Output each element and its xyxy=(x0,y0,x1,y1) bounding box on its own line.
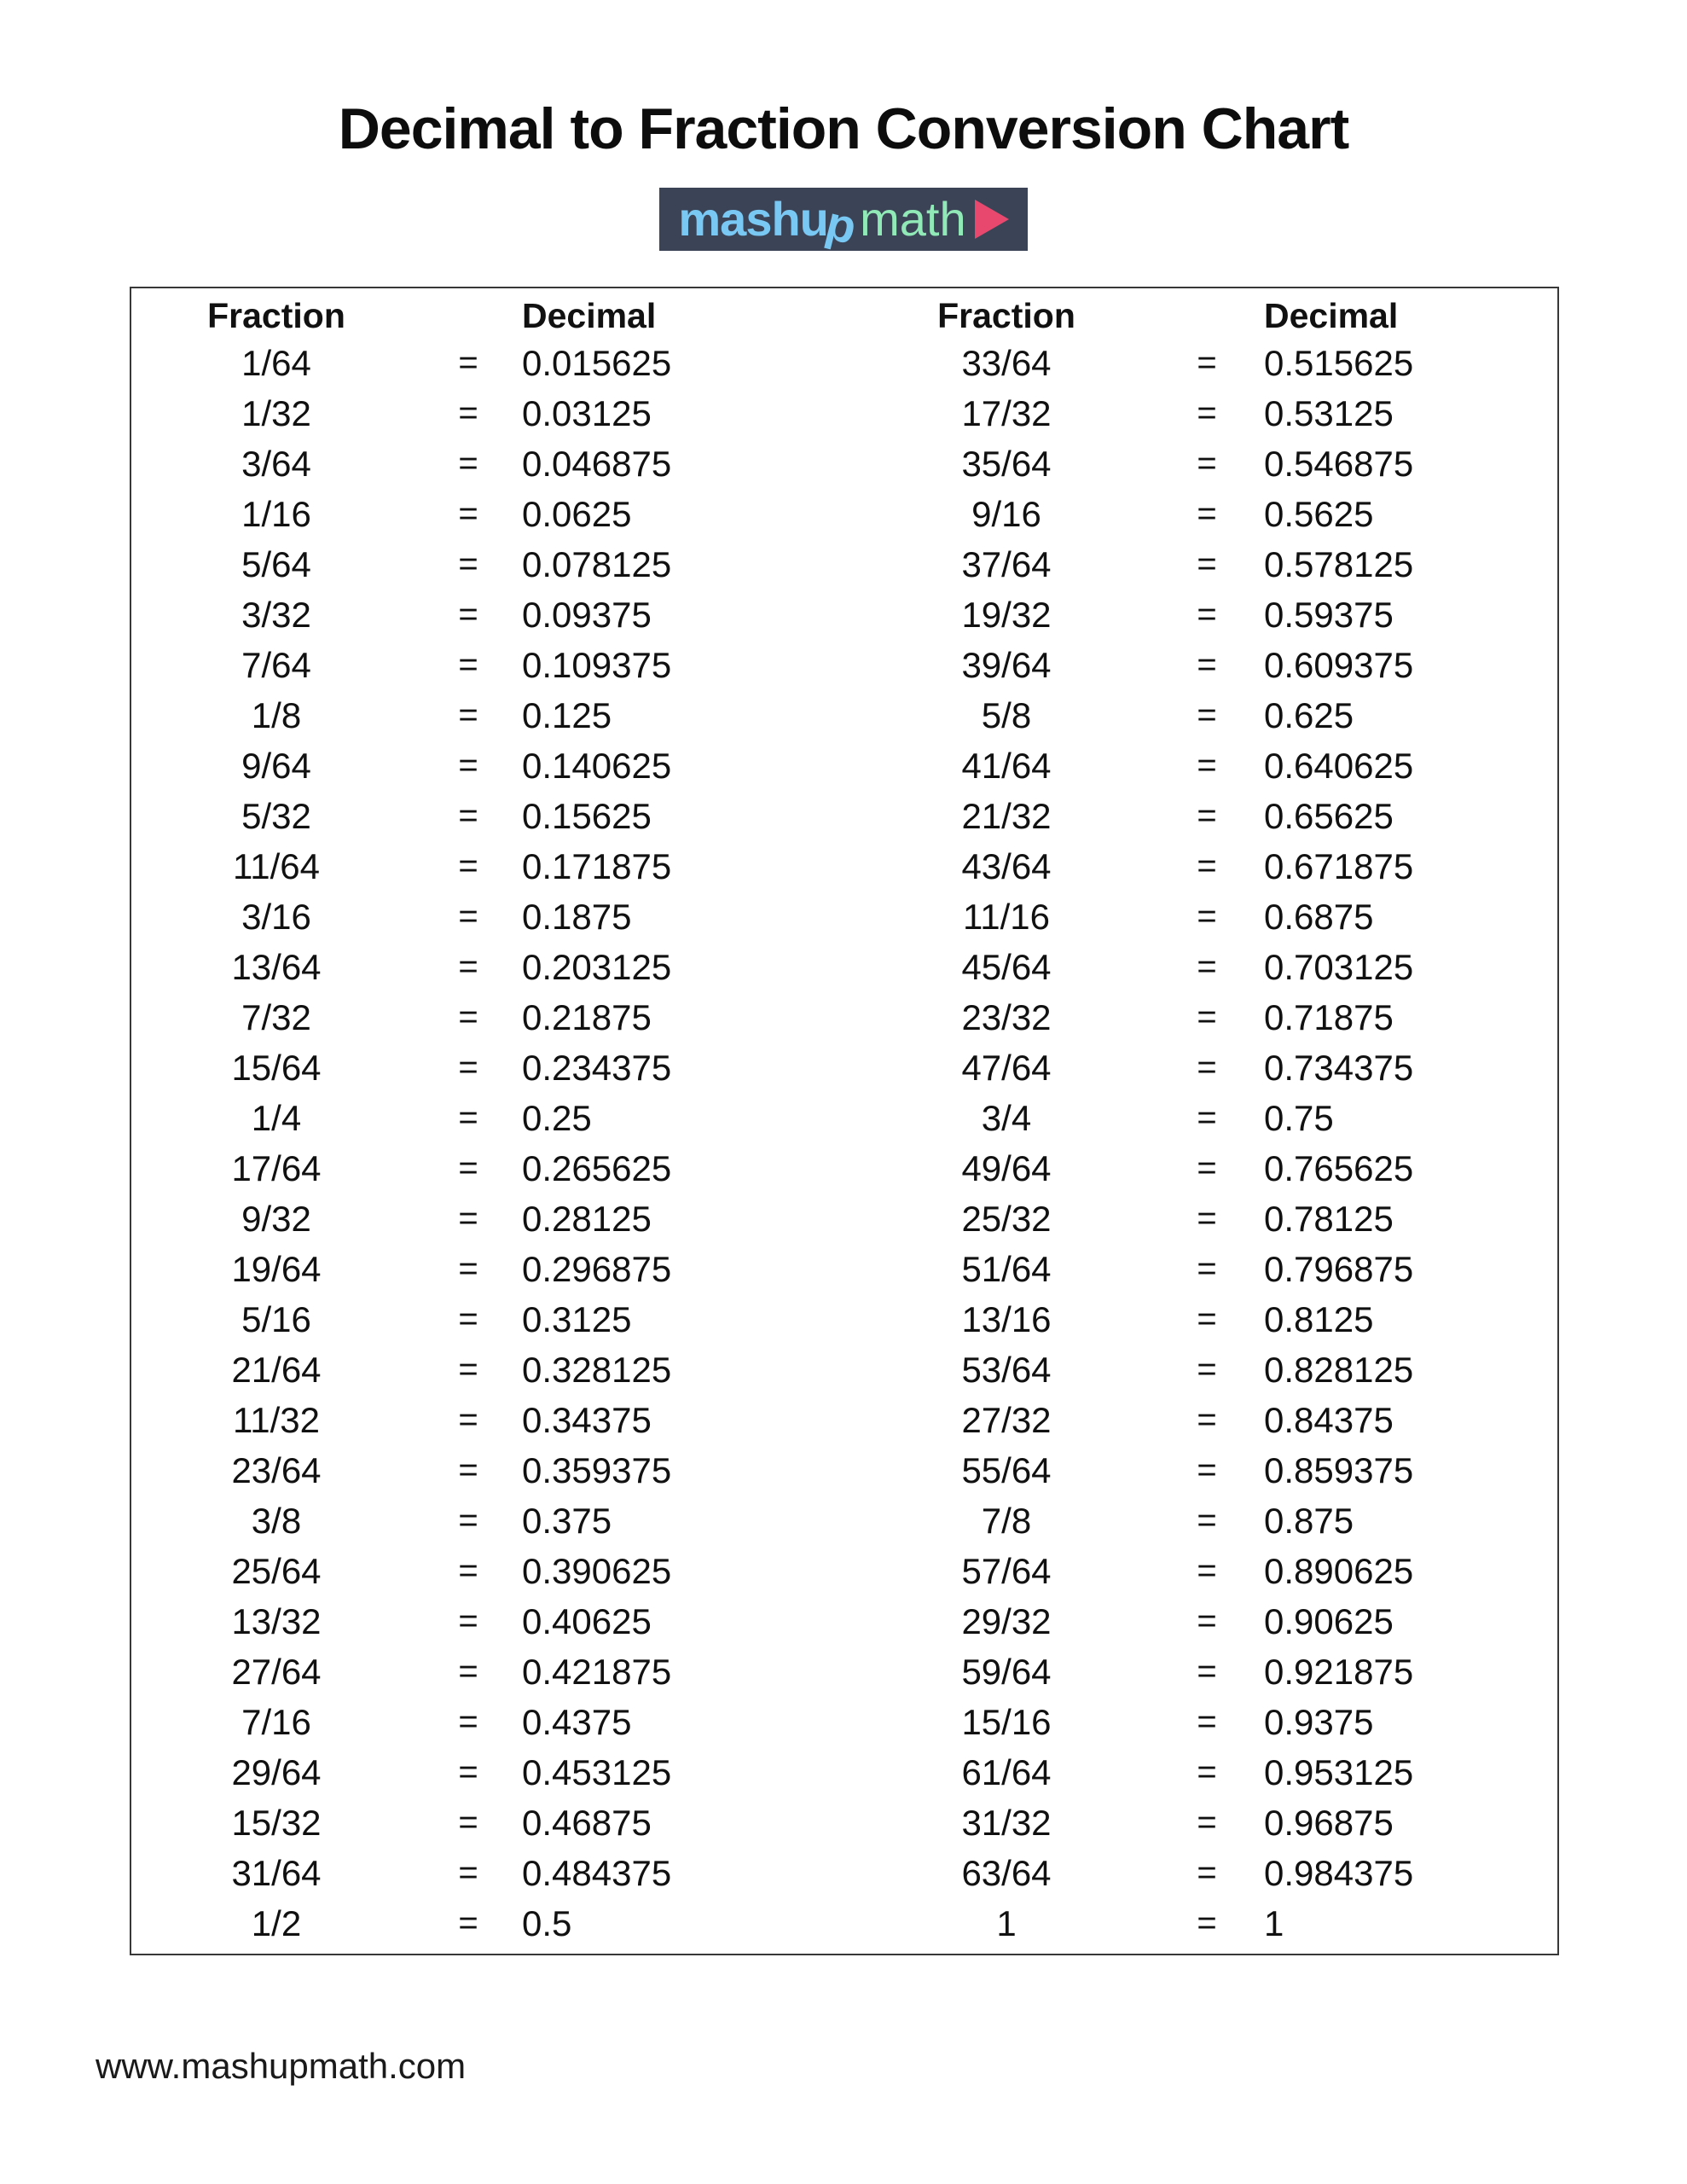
equals-sign: = xyxy=(458,344,478,381)
fraction-value: 11/32 xyxy=(233,1399,320,1440)
table-row xyxy=(131,1697,844,1747)
decimal-value: 0.53125 xyxy=(1264,392,1394,433)
equals-sign: = xyxy=(458,1401,478,1438)
table-row xyxy=(131,439,844,489)
equals-sign: = xyxy=(1197,545,1217,583)
table-row xyxy=(131,338,844,388)
play-icon xyxy=(975,200,1009,239)
fraction-value: 23/32 xyxy=(961,996,1052,1037)
decimal-value: 0.03125 xyxy=(522,392,652,433)
table-row xyxy=(844,841,1557,892)
decimal-value: 0.78125 xyxy=(1264,1198,1394,1239)
decimal-column-header: Decimal xyxy=(522,295,657,335)
decimal-value: 0.796875 xyxy=(1264,1248,1414,1289)
decimal-value: 0.75 xyxy=(1264,1097,1334,1138)
fraction-value: 5/64 xyxy=(241,543,311,584)
fraction-value: 53/64 xyxy=(961,1349,1052,1390)
equals-sign: = xyxy=(1197,344,1217,381)
fraction-value: 1 xyxy=(996,1902,1017,1943)
equals-sign: = xyxy=(1197,394,1217,432)
equals-sign: = xyxy=(458,394,478,432)
table-row xyxy=(131,942,844,992)
equals-sign: = xyxy=(1197,1250,1217,1287)
decimal-value: 0.359375 xyxy=(522,1449,672,1490)
table-row xyxy=(844,1747,1557,1798)
decimal-value: 0.46875 xyxy=(522,1802,652,1843)
decimal-value: 0.703125 xyxy=(1264,946,1414,987)
decimal-column-header: Decimal xyxy=(1264,295,1399,335)
decimal-value: 0.578125 xyxy=(1264,543,1414,584)
table-row xyxy=(844,1596,1557,1647)
table-row xyxy=(844,1194,1557,1244)
equals-sign: = xyxy=(458,1199,478,1237)
table-row xyxy=(131,1395,844,1445)
fraction-value: 3/8 xyxy=(251,1500,302,1541)
decimal-value: 0.125 xyxy=(522,694,612,735)
equals-sign: = xyxy=(1197,897,1217,935)
decimal-value: 0.1875 xyxy=(522,896,632,937)
table-row xyxy=(131,1848,844,1898)
fraction-value: 43/64 xyxy=(961,845,1052,886)
fraction-value: 1/4 xyxy=(251,1097,302,1138)
fraction-value: 13/16 xyxy=(961,1298,1052,1339)
fraction-value: 3/64 xyxy=(241,443,311,484)
decimal-value: 0.6875 xyxy=(1264,896,1374,937)
fraction-value: 39/64 xyxy=(961,644,1052,685)
fraction-value: 23/64 xyxy=(231,1449,322,1490)
decimal-value: 0.8125 xyxy=(1264,1298,1374,1339)
table-row xyxy=(131,1345,844,1395)
equals-sign: = xyxy=(1197,1149,1217,1187)
decimal-value: 0.015625 xyxy=(522,342,672,383)
fraction-value: 55/64 xyxy=(961,1449,1052,1490)
decimal-value: 0.859375 xyxy=(1264,1449,1414,1490)
table-row xyxy=(131,539,844,590)
equals-sign: = xyxy=(458,646,478,683)
equals-sign: = xyxy=(1197,1048,1217,1086)
fraction-value: 13/32 xyxy=(231,1600,322,1641)
decimal-value: 0.109375 xyxy=(522,644,672,685)
table-row xyxy=(131,1244,844,1294)
decimal-value: 0.4375 xyxy=(522,1701,632,1742)
fraction-value: 47/64 xyxy=(961,1047,1052,1088)
fraction-value: 1/64 xyxy=(241,342,311,383)
decimal-value: 0.609375 xyxy=(1264,644,1414,685)
equals-sign: = xyxy=(1197,646,1217,683)
fraction-value: 5/32 xyxy=(241,795,311,836)
decimal-value: 0.921875 xyxy=(1264,1651,1414,1692)
table-left-rows xyxy=(131,338,844,1949)
table-row xyxy=(844,1345,1557,1395)
decimal-value: 0.953125 xyxy=(1264,1751,1414,1792)
table-row xyxy=(131,841,844,892)
equals-sign: = xyxy=(1197,1804,1217,1841)
equals-sign: = xyxy=(458,595,478,633)
table-row xyxy=(844,1445,1557,1496)
table-row xyxy=(131,1093,844,1143)
equals-sign: = xyxy=(1197,948,1217,985)
decimal-value: 0.96875 xyxy=(1264,1802,1394,1843)
equals-sign: = xyxy=(458,1653,478,1690)
logo-text-mashup: mashup xyxy=(678,192,861,254)
table-row xyxy=(131,1294,844,1345)
decimal-value: 0.3125 xyxy=(522,1298,632,1339)
table-row xyxy=(844,1848,1557,1898)
equals-sign: = xyxy=(458,1753,478,1791)
fraction-value: 9/32 xyxy=(241,1198,311,1239)
fraction-value: 9/16 xyxy=(971,493,1041,534)
decimal-value: 0.84375 xyxy=(1264,1399,1394,1440)
fraction-value: 7/64 xyxy=(241,644,311,685)
table-row xyxy=(844,690,1557,741)
logo-container xyxy=(0,188,1687,254)
fraction-value: 13/64 xyxy=(231,946,322,987)
equals-sign: = xyxy=(1197,1854,1217,1891)
decimal-value: 0.28125 xyxy=(522,1198,652,1239)
table-row xyxy=(131,741,844,791)
fraction-value: 15/64 xyxy=(231,1047,322,1088)
table-row xyxy=(844,1496,1557,1546)
fraction-value: 29/64 xyxy=(231,1751,322,1792)
fraction-value: 61/64 xyxy=(961,1751,1052,1792)
equals-sign: = xyxy=(458,545,478,583)
fraction-value: 37/64 xyxy=(961,543,1052,584)
table-row xyxy=(844,1647,1557,1697)
decimal-value: 0.5625 xyxy=(1264,493,1374,534)
fraction-value: 9/64 xyxy=(241,745,311,786)
table-row xyxy=(131,1747,844,1798)
fraction-value: 7/8 xyxy=(981,1500,1032,1541)
decimal-value: 0.765625 xyxy=(1264,1147,1414,1188)
table-row xyxy=(844,388,1557,439)
fraction-value: 5/8 xyxy=(981,694,1032,735)
equals-sign: = xyxy=(1197,1904,1217,1942)
equals-sign: = xyxy=(458,1300,478,1338)
table-row xyxy=(844,942,1557,992)
table-row xyxy=(131,791,844,841)
equals-sign: = xyxy=(1197,1552,1217,1589)
fraction-value: 1/32 xyxy=(241,392,311,433)
fraction-value: 45/64 xyxy=(961,946,1052,987)
equals-sign: = xyxy=(1197,1350,1217,1388)
equals-sign: = xyxy=(458,1602,478,1640)
decimal-value: 0.9375 xyxy=(1264,1701,1374,1742)
table-row xyxy=(131,1647,844,1697)
fraction-value: 1/2 xyxy=(251,1902,302,1943)
decimal-value: 0.625 xyxy=(1264,694,1354,735)
footer-url: www.mashupmath.com xyxy=(96,2046,467,2086)
table-row xyxy=(844,1294,1557,1345)
table-row xyxy=(131,892,844,942)
logo-text-math: math xyxy=(860,192,966,246)
fraction-value: 15/16 xyxy=(961,1701,1052,1742)
fraction-value: 33/64 xyxy=(961,342,1052,383)
fraction-value: 25/64 xyxy=(231,1550,322,1591)
table-row xyxy=(131,1143,844,1194)
fraction-value: 11/16 xyxy=(963,896,1050,937)
table-row xyxy=(131,1445,844,1496)
equals-sign: = xyxy=(458,1804,478,1841)
equals-sign: = xyxy=(1197,797,1217,834)
equals-sign: = xyxy=(1197,1451,1217,1489)
table-row xyxy=(131,590,844,640)
fraction-value: 17/64 xyxy=(231,1147,322,1188)
table-row xyxy=(844,590,1557,640)
fraction-value: 35/64 xyxy=(961,443,1052,484)
decimal-value: 0.09375 xyxy=(522,594,652,635)
decimal-value: 0.71875 xyxy=(1264,996,1394,1037)
equals-sign: = xyxy=(1197,696,1217,734)
equals-sign: = xyxy=(458,1149,478,1187)
equals-sign: = xyxy=(458,797,478,834)
table-row xyxy=(131,1898,844,1949)
equals-sign: = xyxy=(458,1904,478,1942)
equals-sign: = xyxy=(458,948,478,985)
fraction-value: 5/16 xyxy=(241,1298,311,1339)
equals-sign: = xyxy=(1197,847,1217,885)
decimal-value: 0.046875 xyxy=(522,443,672,484)
equals-sign: = xyxy=(1197,998,1217,1036)
fraction-value: 63/64 xyxy=(961,1852,1052,1893)
table-row xyxy=(844,892,1557,942)
equals-sign: = xyxy=(458,746,478,784)
equals-sign: = xyxy=(458,897,478,935)
equals-sign: = xyxy=(458,1552,478,1589)
equals-sign: = xyxy=(458,444,478,482)
table-row xyxy=(131,992,844,1043)
table-row xyxy=(131,1546,844,1596)
equals-sign: = xyxy=(1197,1401,1217,1438)
decimal-value: 0.828125 xyxy=(1264,1349,1414,1390)
decimal-value: 0.078125 xyxy=(522,543,672,584)
equals-sign: = xyxy=(458,495,478,532)
equals-sign: = xyxy=(1197,1199,1217,1237)
table-row xyxy=(131,388,844,439)
fraction-value: 17/32 xyxy=(961,392,1052,433)
equals-sign: = xyxy=(458,1099,478,1136)
decimal-value: 0.21875 xyxy=(522,996,652,1037)
decimal-value: 0.25 xyxy=(522,1097,592,1138)
page-title: Decimal to Fraction Conversion Chart xyxy=(338,96,1349,161)
logo-letter-p: p xyxy=(820,195,861,254)
fraction-value: 3/4 xyxy=(981,1097,1032,1138)
equals-sign: = xyxy=(1197,1099,1217,1136)
fraction-value: 1/8 xyxy=(251,694,302,735)
table-row xyxy=(131,1194,844,1244)
decimal-value: 0.90625 xyxy=(1264,1600,1394,1641)
mashupmath-logo xyxy=(659,188,1027,254)
table-row xyxy=(844,791,1557,841)
fraction-value: 59/64 xyxy=(961,1651,1052,1692)
table-row xyxy=(131,489,844,539)
fraction-value: 1/16 xyxy=(241,493,311,534)
table-row xyxy=(844,741,1557,791)
equals-sign: = xyxy=(458,1350,478,1388)
decimal-value: 0.15625 xyxy=(522,795,652,836)
decimal-value: 0.265625 xyxy=(522,1147,672,1188)
decimal-value: 0.421875 xyxy=(522,1651,672,1692)
fraction-value: 7/32 xyxy=(241,996,311,1037)
table-row xyxy=(131,640,844,690)
equals-sign: = xyxy=(458,1250,478,1287)
equals-sign: = xyxy=(1197,1300,1217,1338)
decimal-value: 0.65625 xyxy=(1264,795,1394,836)
decimal-value: 0.40625 xyxy=(522,1600,652,1641)
table-row xyxy=(131,1496,844,1546)
table-row xyxy=(844,1546,1557,1596)
decimal-value: 0.59375 xyxy=(1264,594,1394,635)
equals-sign: = xyxy=(458,1854,478,1891)
fraction-value: 3/16 xyxy=(241,896,311,937)
decimal-value: 0.734375 xyxy=(1264,1047,1414,1088)
equals-sign: = xyxy=(458,696,478,734)
decimal-value: 0.375 xyxy=(522,1500,612,1541)
table-row xyxy=(844,1697,1557,1747)
fraction-value: 27/32 xyxy=(961,1399,1052,1440)
fraction-value: 31/32 xyxy=(961,1802,1052,1843)
decimal-value: 0.328125 xyxy=(522,1349,672,1390)
fraction-value: 29/32 xyxy=(961,1600,1052,1641)
fraction-column-header: Fraction xyxy=(937,295,1075,335)
table-row xyxy=(131,690,844,741)
equals-sign: = xyxy=(1197,1703,1217,1740)
equals-sign: = xyxy=(458,1703,478,1740)
equals-sign: = xyxy=(458,1048,478,1086)
table-row xyxy=(131,1798,844,1848)
equals-sign: = xyxy=(1197,1753,1217,1791)
decimal-value: 0.484375 xyxy=(522,1852,672,1893)
decimal-value: 0.296875 xyxy=(522,1248,672,1289)
fraction-value: 41/64 xyxy=(961,745,1052,786)
decimal-value: 0.140625 xyxy=(522,745,672,786)
fraction-value: 25/32 xyxy=(961,1198,1052,1239)
table-row xyxy=(844,1093,1557,1143)
equals-sign: = xyxy=(1197,1653,1217,1690)
decimal-value: 1 xyxy=(1264,1902,1284,1943)
table-row xyxy=(131,1596,844,1647)
table-row xyxy=(844,1898,1557,1949)
table-row xyxy=(844,439,1557,489)
decimal-value: 0.203125 xyxy=(522,946,672,987)
equals-sign: = xyxy=(458,1502,478,1539)
table-row xyxy=(844,338,1557,388)
table-header-row xyxy=(131,293,844,338)
fraction-value: 11/64 xyxy=(233,845,320,886)
table-row xyxy=(844,992,1557,1043)
fraction-value: 7/16 xyxy=(241,1701,311,1742)
table-row xyxy=(844,1143,1557,1194)
equals-sign: = xyxy=(458,1451,478,1489)
equals-sign: = xyxy=(1197,444,1217,482)
equals-sign: = xyxy=(458,847,478,885)
table-header-row xyxy=(844,293,1557,338)
table-row xyxy=(844,1798,1557,1848)
equals-sign: = xyxy=(1197,1602,1217,1640)
decimal-value: 0.234375 xyxy=(522,1047,672,1088)
fraction-value: 21/32 xyxy=(961,795,1052,836)
decimal-value: 0.546875 xyxy=(1264,443,1414,484)
decimal-value: 0.875 xyxy=(1264,1500,1354,1541)
table-row xyxy=(844,1395,1557,1445)
table-row xyxy=(844,539,1557,590)
table-row xyxy=(844,1244,1557,1294)
equals-sign: = xyxy=(458,998,478,1036)
decimal-value: 0.390625 xyxy=(522,1550,672,1591)
fraction-value: 21/64 xyxy=(231,1349,322,1390)
table-row xyxy=(131,1043,844,1093)
table-row xyxy=(844,489,1557,539)
equals-sign: = xyxy=(1197,495,1217,532)
decimal-value: 0.515625 xyxy=(1264,342,1414,383)
fraction-value: 31/64 xyxy=(231,1852,322,1893)
fraction-value: 27/64 xyxy=(231,1651,322,1692)
fraction-value: 49/64 xyxy=(961,1147,1052,1188)
decimal-value: 0.453125 xyxy=(522,1751,672,1792)
decimal-value: 0.0625 xyxy=(522,493,632,534)
table-right-half xyxy=(844,293,1557,1954)
decimal-value: 0.5 xyxy=(522,1902,572,1943)
table-right-rows xyxy=(844,338,1557,1949)
fraction-value: 3/32 xyxy=(241,594,311,635)
fraction-value: 15/32 xyxy=(231,1802,322,1843)
decimal-value: 0.671875 xyxy=(1264,845,1414,886)
table-row xyxy=(844,1043,1557,1093)
equals-sign: = xyxy=(1197,746,1217,784)
decimal-value: 0.34375 xyxy=(522,1399,652,1440)
fraction-value: 19/32 xyxy=(961,594,1052,635)
fraction-value: 19/64 xyxy=(231,1248,322,1289)
fraction-column-header: Fraction xyxy=(207,295,345,335)
equals-sign: = xyxy=(1197,595,1217,633)
table-row xyxy=(844,640,1557,690)
conversion-table xyxy=(130,287,1559,1955)
decimal-value: 0.890625 xyxy=(1264,1550,1414,1591)
equals-sign: = xyxy=(1197,1502,1217,1539)
table-left-half xyxy=(131,293,844,1954)
decimal-value: 0.640625 xyxy=(1264,745,1414,786)
decimal-value: 0.171875 xyxy=(522,845,672,886)
fraction-value: 57/64 xyxy=(961,1550,1052,1591)
decimal-value: 0.984375 xyxy=(1264,1852,1414,1893)
fraction-value: 51/64 xyxy=(961,1248,1052,1289)
